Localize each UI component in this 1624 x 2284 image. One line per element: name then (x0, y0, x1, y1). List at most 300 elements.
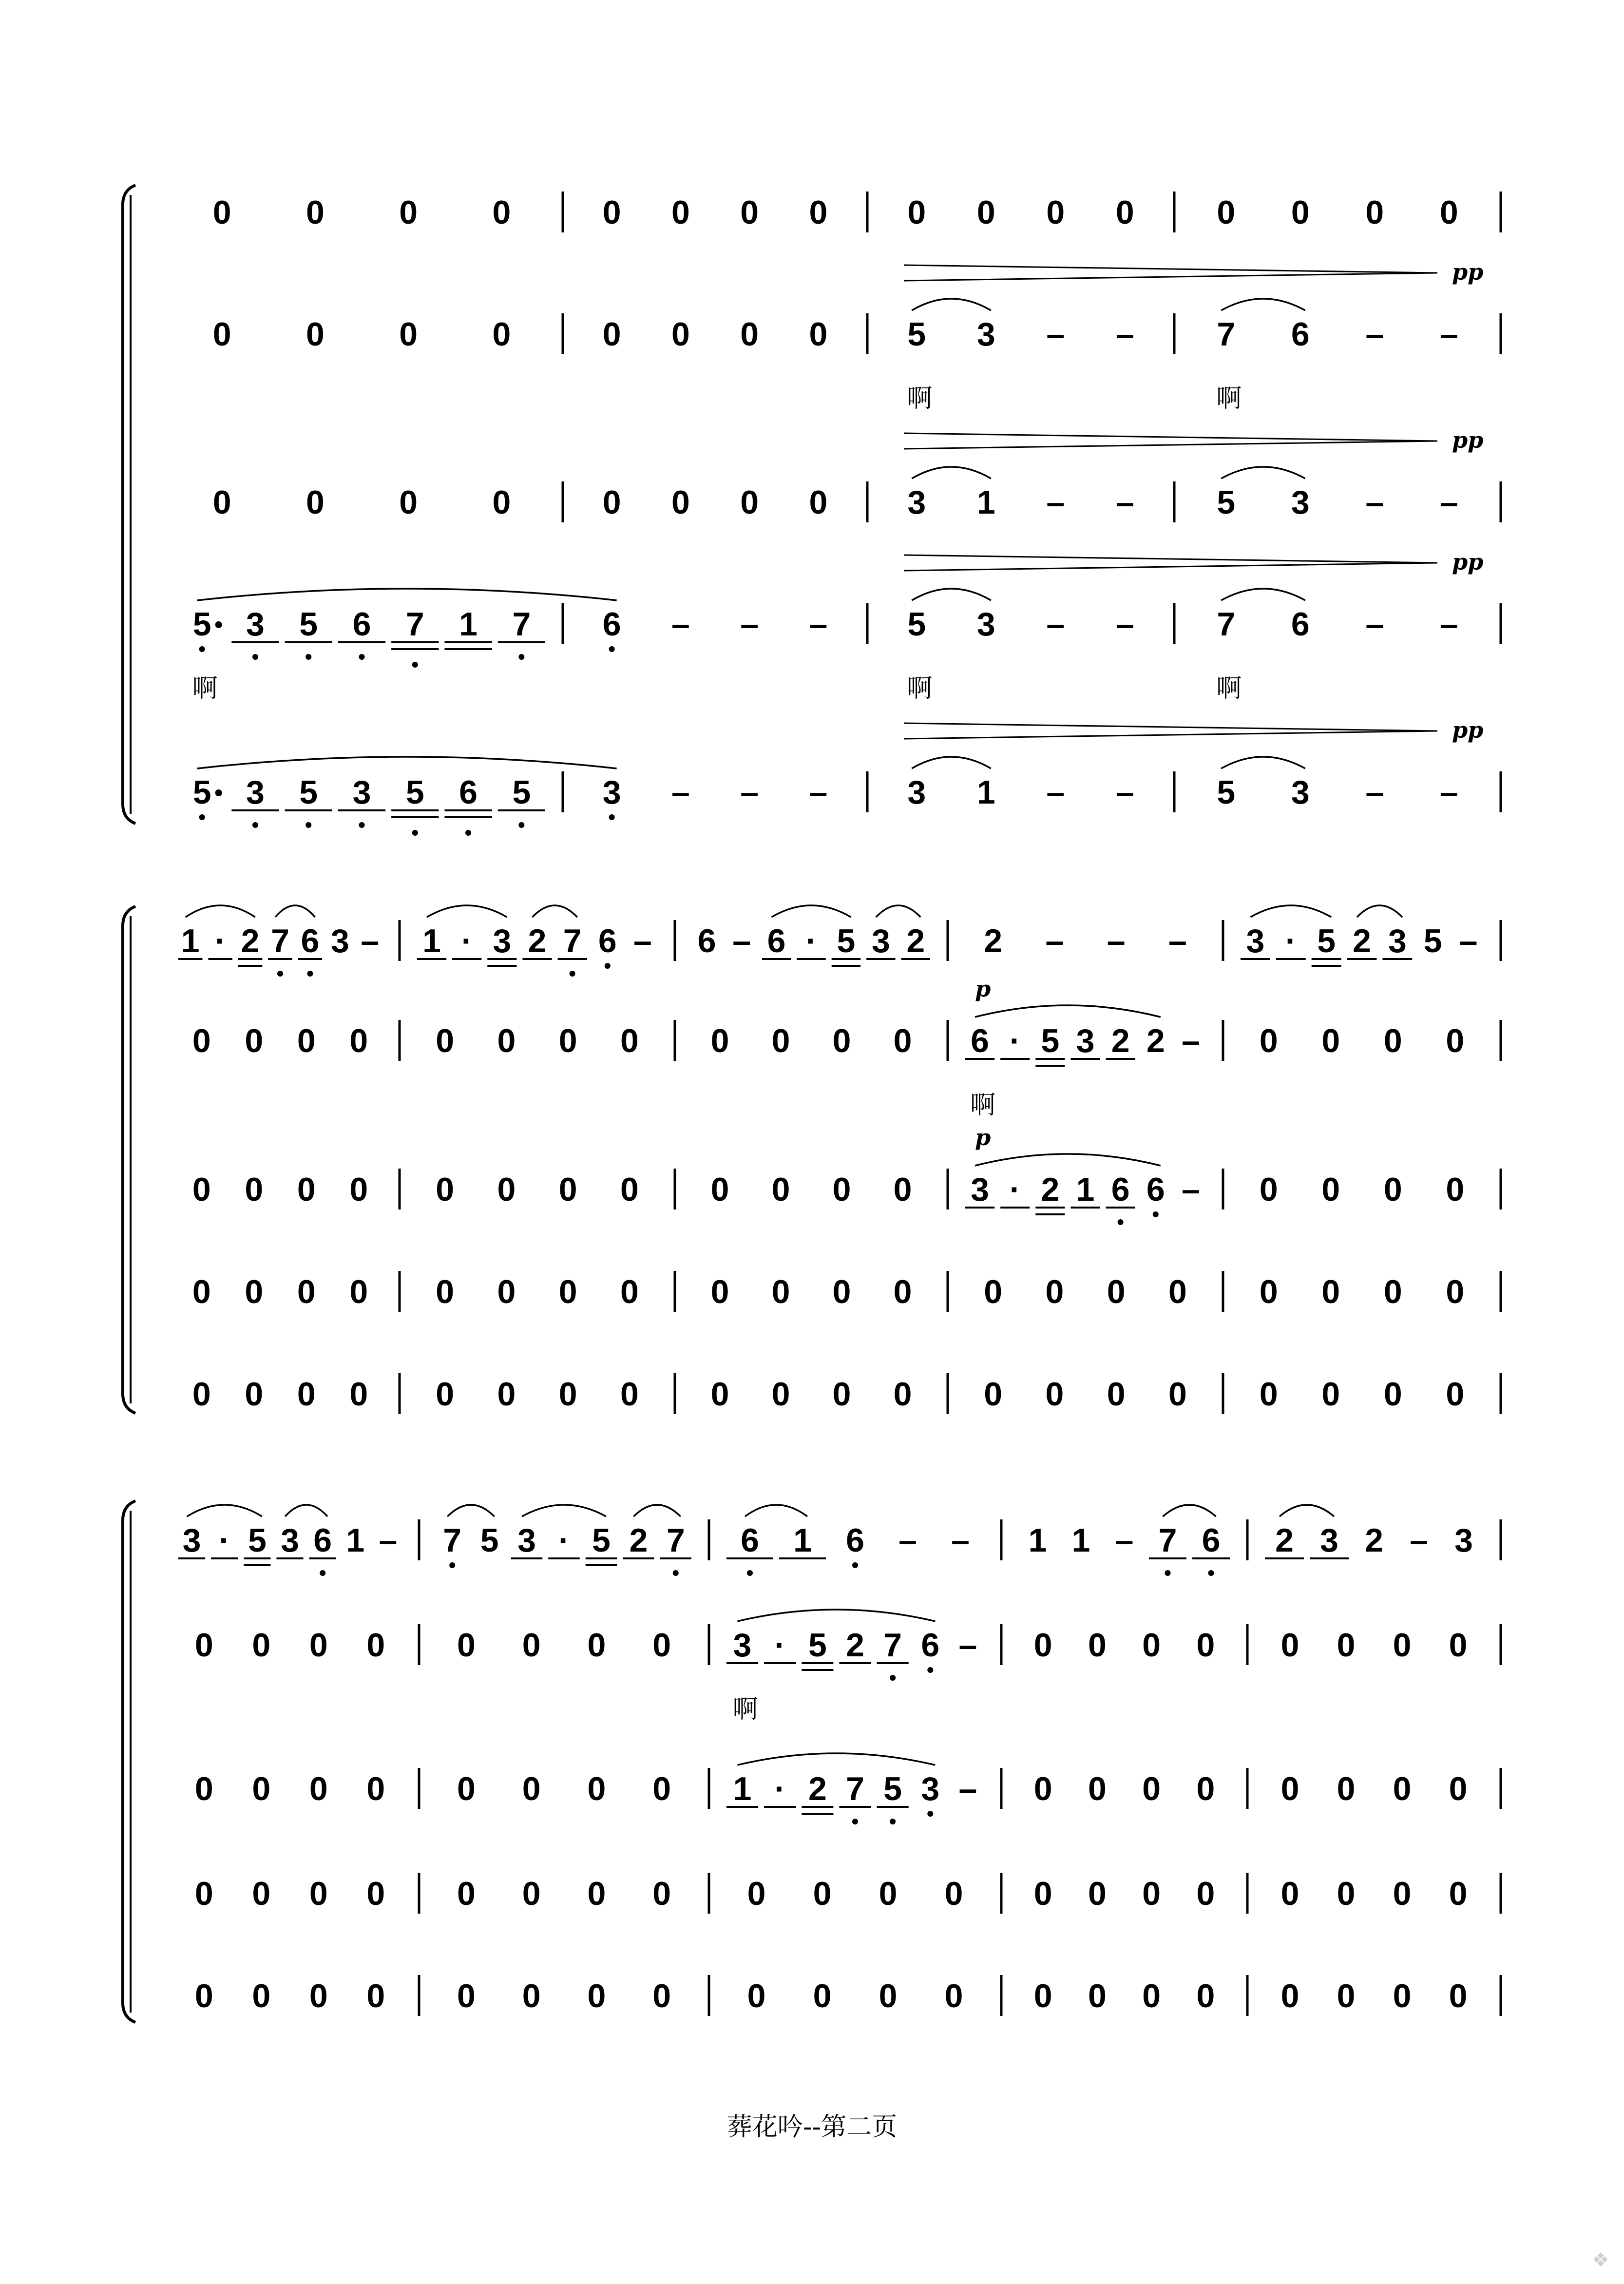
note-digit: 0 (497, 1376, 516, 1413)
note-digit: 0 (349, 1022, 368, 1059)
slur (197, 589, 617, 600)
note-digit: 2 (906, 922, 925, 960)
dot-mark: · (1009, 1171, 1021, 1208)
note-digit: 0 (212, 194, 231, 231)
note-digit: 7 (846, 1770, 864, 1807)
voice-part (195, 1873, 1501, 1914)
note-digit: 5 (299, 606, 318, 643)
note-digit: 2 (984, 922, 1003, 960)
dash-extension: – (633, 922, 652, 960)
dash-extension: – (671, 606, 690, 643)
dash-extension: – (809, 606, 828, 643)
note-digit: 5 (1423, 922, 1442, 960)
dash-extension: – (361, 922, 380, 960)
slur (275, 905, 315, 917)
note-digit: 6 (598, 922, 617, 960)
note-digit: 7 (271, 922, 289, 960)
note-digit: 0 (492, 484, 511, 521)
dash-extension: – (1107, 922, 1126, 960)
note-digit: 0 (602, 484, 621, 521)
note-digit: 6 (1111, 1171, 1130, 1208)
voice-part (213, 427, 1501, 522)
low-octave-dot (320, 1570, 325, 1576)
note-digit: 0 (497, 1273, 516, 1310)
note-digit: 7 (883, 1627, 902, 1664)
low-octave-dot (412, 830, 418, 836)
note-digit: 7 (666, 1522, 685, 1559)
low-octave-dot (412, 662, 418, 668)
augmentation-dot (215, 621, 222, 628)
note-digit: 3 (921, 1770, 940, 1807)
low-octave-dot (306, 654, 311, 660)
decrescendo-hairpin (904, 555, 1437, 571)
note-digit: 0 (194, 1627, 213, 1664)
note-digit: 0 (245, 1273, 264, 1310)
note-digit: 2 (1111, 1022, 1130, 1059)
note-digit: 6 (459, 774, 478, 811)
note-digit: 0 (194, 1770, 213, 1807)
low-octave-dot (252, 654, 258, 660)
note-digit: 0 (944, 1875, 963, 1912)
note-digit: 0 (1383, 1376, 1402, 1413)
note-digit: 0 (771, 1171, 790, 1208)
slur (427, 905, 507, 917)
note-digit: 0 (306, 194, 325, 231)
note-digit: 2 (1275, 1522, 1294, 1559)
note-digit: 6 (921, 1627, 940, 1664)
note-digit: 0 (1449, 1875, 1468, 1912)
note-digit: 0 (1142, 1627, 1161, 1664)
note-digit: 0 (832, 1171, 851, 1208)
note-digit: 0 (558, 1171, 577, 1208)
dot-mark: · (1285, 922, 1297, 960)
note-digit: 0 (399, 194, 418, 231)
note-digit: 0 (1446, 1171, 1465, 1208)
note-digit: 1 (422, 922, 441, 960)
note-digit: 6 (846, 1522, 864, 1559)
low-octave-dot (747, 1570, 753, 1576)
slur (876, 905, 920, 917)
dot-mark: · (219, 1522, 230, 1559)
note-digit: 0 (944, 1977, 963, 2015)
score-system (123, 185, 1501, 836)
note-digit: 0 (457, 1627, 476, 1664)
note-digit: 6 (352, 606, 371, 643)
dash-extension: – (1046, 484, 1065, 521)
page-footer: 葬花吟--第二页 (726, 2112, 898, 2142)
slur (186, 905, 255, 917)
note-digit: 0 (1337, 1627, 1356, 1664)
note-digit: 1 (1071, 1522, 1090, 1559)
note-digit: 2 (1146, 1022, 1165, 1059)
dash-extension: – (1182, 1022, 1200, 1059)
low-octave-dot (1118, 1219, 1124, 1225)
note-digit: 0 (1280, 1770, 1299, 1807)
note-digit: 0 (1142, 1875, 1161, 1912)
low-octave-dot (518, 654, 524, 660)
dot-mark: · (774, 1770, 786, 1807)
dash-extension: – (1045, 922, 1064, 960)
note-digit: 0 (710, 1171, 729, 1208)
note-digit: 0 (747, 1875, 766, 1912)
note-digit: 0 (194, 1977, 213, 2015)
note-digit: 0 (192, 1273, 211, 1310)
lyric-syllable: 啊 (970, 1091, 996, 1120)
note-digit: 0 (457, 1875, 476, 1912)
low-octave-dot (252, 822, 258, 828)
voice-part (192, 1124, 1501, 1225)
note-digit: 0 (1337, 1770, 1356, 1807)
note-digit: 0 (984, 1376, 1003, 1413)
note-digit: 0 (620, 1273, 639, 1310)
note-digit: 0 (893, 1376, 912, 1413)
dynamic-pp: pp (1452, 549, 1484, 575)
note-digit: 0 (558, 1022, 577, 1059)
note-digit: 0 (1259, 1022, 1278, 1059)
note-digit: 0 (1393, 1627, 1412, 1664)
note-digit: 3 (182, 1522, 201, 1559)
note-digit: 6 (697, 922, 716, 960)
note-digit: 0 (809, 484, 828, 521)
dash-extension: – (1410, 1522, 1428, 1559)
note-digit: 0 (349, 1171, 368, 1208)
slur (1221, 757, 1305, 768)
dash-extension: – (951, 1522, 970, 1559)
note-digit: 0 (252, 1977, 271, 2015)
dash-extension: – (1439, 606, 1458, 643)
dynamic-p: p (975, 1124, 991, 1151)
note-digit: 0 (366, 1875, 385, 1912)
note-digit: 6 (1146, 1171, 1165, 1208)
note-digit: 0 (192, 1376, 211, 1413)
note-digit: 0 (309, 1770, 328, 1807)
note-digit: 0 (192, 1171, 211, 1208)
dash-extension: – (740, 606, 759, 643)
note-digit: 0 (436, 1171, 455, 1208)
note-digit: 3 (1291, 774, 1310, 811)
note-digit: 3 (330, 922, 349, 960)
note-digit: 0 (297, 1022, 316, 1059)
note-digit: 0 (522, 1627, 541, 1664)
note-digit: 0 (1383, 1171, 1402, 1208)
note-digit: 5 (592, 1522, 611, 1559)
note-digit: 0 (1259, 1273, 1278, 1310)
note-digit: 0 (1196, 1977, 1215, 2015)
note-digit: 3 (1454, 1522, 1473, 1559)
note-digit: 5 (248, 1522, 267, 1559)
low-octave-dot (277, 971, 283, 977)
note-digit: 0 (652, 1875, 671, 1912)
note-digit: 0 (1449, 1977, 1468, 2015)
note-digit: 1 (459, 606, 478, 643)
note-digit: 3 (907, 774, 926, 811)
slur (533, 905, 577, 917)
note-digit: 5 (1217, 774, 1236, 811)
note-digit: 0 (349, 1273, 368, 1310)
low-octave-dot (673, 1570, 679, 1576)
note-digit: 3 (1388, 922, 1407, 960)
slur (1221, 589, 1305, 600)
note-digit: 0 (366, 1977, 385, 2015)
note-digit: 6 (1202, 1522, 1221, 1559)
note-digit: 6 (1291, 316, 1310, 353)
note-digit: 0 (620, 1171, 639, 1208)
low-octave-dot (359, 654, 365, 660)
note-digit: 0 (309, 1977, 328, 2015)
note-digit: 2 (1353, 922, 1371, 960)
note-digit: 0 (1107, 1273, 1126, 1310)
note-digit: 0 (832, 1376, 851, 1413)
note-digit: 0 (1383, 1022, 1402, 1059)
note-digit: 0 (710, 1376, 729, 1413)
note-digit: 0 (1393, 1977, 1412, 2015)
low-octave-dot (1165, 1570, 1171, 1576)
dot-mark: · (461, 922, 473, 960)
dot-mark: · (1009, 1022, 1021, 1059)
slur (1280, 1505, 1334, 1516)
note-digit: 0 (671, 316, 690, 353)
augmentation-dot (215, 789, 222, 796)
slur (1163, 1505, 1216, 1516)
note-digit: 0 (436, 1376, 455, 1413)
note-digit: 0 (1280, 1875, 1299, 1912)
note-digit: 0 (297, 1376, 316, 1413)
note-digit: 3 (517, 1522, 536, 1559)
note-digit: 5 (405, 774, 424, 811)
low-octave-dot (1153, 1211, 1159, 1217)
note-digit: 0 (771, 1022, 790, 1059)
note-digit: 0 (1321, 1022, 1340, 1059)
note-digit: 5 (192, 774, 211, 811)
slur (1357, 905, 1402, 917)
note-digit: 0 (1196, 1627, 1215, 1664)
low-octave-dot (605, 963, 611, 969)
dash-extension: – (671, 774, 690, 811)
note-digit: 2 (241, 922, 260, 960)
lyric-syllable: 啊 (907, 674, 933, 703)
note-digit: 2 (528, 922, 547, 960)
low-octave-dot (449, 1562, 455, 1568)
low-octave-dot (518, 822, 524, 828)
note-digit: 3 (1246, 922, 1265, 960)
voice-part (213, 259, 1501, 413)
note-digit: 0 (1439, 194, 1458, 231)
note-digit: 1 (793, 1522, 812, 1559)
note-digit: 7 (1158, 1522, 1177, 1559)
note-digit: 0 (399, 484, 418, 521)
low-octave-dot (927, 1811, 933, 1817)
note-digit: 0 (1033, 1875, 1052, 1912)
note-digit: 0 (879, 1875, 898, 1912)
lyric-syllable: 啊 (907, 384, 933, 413)
note-digit: 0 (1088, 1770, 1107, 1807)
note-digit: 0 (309, 1627, 328, 1664)
note-digit: 0 (558, 1273, 577, 1310)
dash-extension: – (1365, 606, 1384, 643)
dot-mark: · (774, 1627, 786, 1664)
note-digit: 0 (1168, 1273, 1187, 1310)
note-digit: 0 (1449, 1627, 1468, 1664)
note-digit: 0 (602, 194, 621, 231)
note-digit: 3 (907, 484, 926, 521)
dash-extension: – (1182, 1171, 1200, 1208)
note-digit: 0 (813, 1875, 832, 1912)
note-digit: 0 (1196, 1770, 1215, 1807)
dash-extension: – (379, 1522, 398, 1559)
slur (197, 757, 617, 768)
note-digit: 0 (1033, 1627, 1052, 1664)
decrescendo-hairpin (904, 723, 1437, 739)
voice-part (178, 905, 1501, 977)
note-digit: 7 (1217, 316, 1236, 353)
note-digit: 3 (1076, 1022, 1095, 1059)
low-octave-dot (609, 646, 615, 652)
slur (912, 757, 991, 768)
watermark-logo: ❖ (1592, 2249, 1609, 2271)
note-digit: 1 (1076, 1171, 1095, 1208)
voice-part (193, 717, 1501, 836)
note-digit: 3 (1320, 1522, 1338, 1559)
dash-extension: – (1046, 316, 1065, 353)
note-digit: 0 (771, 1376, 790, 1413)
note-digit: 3 (971, 1171, 989, 1208)
voice-part (195, 1610, 1501, 1724)
note-digit: 0 (245, 1022, 264, 1059)
note-digit: 0 (907, 194, 926, 231)
note-digit: 0 (587, 1627, 606, 1664)
slur (912, 589, 991, 600)
dash-extension: – (1046, 774, 1065, 811)
note-digit: 6 (301, 922, 320, 960)
slur (738, 1610, 936, 1621)
low-octave-dot (570, 971, 575, 977)
score-system (123, 1501, 1501, 2022)
note-digit: 6 (971, 1022, 989, 1059)
note-digit: 2 (808, 1770, 827, 1807)
note-digit: 0 (1088, 1875, 1107, 1912)
note-digit: 6 (767, 922, 786, 960)
note-digit: 6 (313, 1522, 332, 1559)
dynamic-pp: pp (1452, 717, 1484, 743)
note-digit: 0 (1045, 1273, 1064, 1310)
note-digit: 5 (907, 316, 926, 353)
dash-extension: – (898, 1522, 917, 1559)
lyric-syllable: 啊 (732, 1695, 758, 1724)
note-digit: 0 (492, 194, 511, 231)
note-digit: 0 (1046, 194, 1065, 231)
note-digit: 3 (1291, 484, 1310, 521)
note-digit: 0 (832, 1273, 851, 1310)
low-octave-dot (890, 1675, 896, 1681)
low-octave-dot (465, 830, 471, 836)
note-digit: 0 (1088, 1627, 1107, 1664)
note-digit: 5 (299, 774, 318, 811)
voice-part (195, 1975, 1501, 2016)
note-digit: 0 (245, 1376, 264, 1413)
note-digit: 0 (1196, 1875, 1215, 1912)
note-digit: 0 (1259, 1171, 1278, 1208)
note-digit: 0 (1142, 1770, 1161, 1807)
note-digit: 0 (1337, 1977, 1356, 2015)
low-octave-dot (890, 1819, 896, 1824)
dash-extension: – (1115, 774, 1134, 811)
note-digit: 3 (976, 606, 995, 643)
low-octave-dot (927, 1667, 933, 1673)
note-digit: 3 (976, 316, 995, 353)
dash-extension: – (1115, 1522, 1134, 1559)
system-bracket (123, 906, 135, 1413)
low-octave-dot (307, 971, 313, 977)
note-digit: 0 (1446, 1022, 1465, 1059)
note-digit: 1 (1028, 1522, 1047, 1559)
note-digit: 3 (246, 774, 265, 811)
low-octave-dot (852, 1562, 858, 1568)
low-octave-dot (852, 1819, 858, 1824)
low-octave-dot (199, 814, 205, 820)
note-digit: 7 (563, 922, 582, 960)
note-digit: 0 (652, 1627, 671, 1664)
dot-mark: · (558, 1522, 570, 1559)
dash-extension: – (732, 922, 751, 960)
note-digit: 0 (587, 1770, 606, 1807)
note-digit: 0 (399, 316, 418, 353)
note-digit: 0 (366, 1627, 385, 1664)
voice-part (192, 976, 1501, 1120)
note-digit: 5 (808, 1627, 827, 1664)
note-digit: 0 (1383, 1273, 1402, 1310)
note-digit: 5 (883, 1770, 902, 1807)
note-digit: 0 (809, 194, 828, 231)
note-digit: 0 (1446, 1273, 1465, 1310)
note-digit: 0 (1321, 1273, 1340, 1310)
dash-extension: – (740, 774, 759, 811)
note-digit: 0 (652, 1977, 671, 2015)
note-digit: 0 (349, 1376, 368, 1413)
note-digit: 0 (1259, 1376, 1278, 1413)
note-digit: 2 (1365, 1522, 1383, 1559)
dash-extension: – (1115, 606, 1134, 643)
note-digit: 0 (671, 194, 690, 231)
note-digit: 0 (492, 316, 511, 353)
note-digit: 0 (309, 1875, 328, 1912)
decrescendo-hairpin (904, 265, 1437, 281)
lyric-syllable: 啊 (192, 674, 218, 703)
note-digit: 0 (436, 1273, 455, 1310)
note-digit: 0 (192, 1022, 211, 1059)
note-digit: 5 (907, 606, 926, 643)
voice-part (178, 1505, 1501, 1576)
note-digit: 0 (710, 1273, 729, 1310)
note-digit: 0 (212, 484, 231, 521)
dynamic-pp: pp (1452, 259, 1484, 285)
note-digit: 0 (522, 1770, 541, 1807)
note-digit: 7 (512, 606, 531, 643)
note-digit: 0 (558, 1376, 577, 1413)
dot-mark: · (214, 922, 226, 960)
low-octave-dot (359, 822, 365, 828)
note-digit: 1 (733, 1770, 752, 1807)
system-bracket (123, 185, 135, 824)
dash-extension: – (958, 1770, 977, 1807)
note-digit: 0 (1168, 1376, 1187, 1413)
slur (912, 467, 991, 479)
note-digit: 5 (1217, 484, 1236, 521)
dash-extension: – (1115, 316, 1134, 353)
low-octave-dot (199, 646, 205, 652)
voice-part (195, 1753, 1501, 1824)
note-digit: 0 (457, 1977, 476, 2015)
note-digit: 0 (1449, 1770, 1468, 1807)
